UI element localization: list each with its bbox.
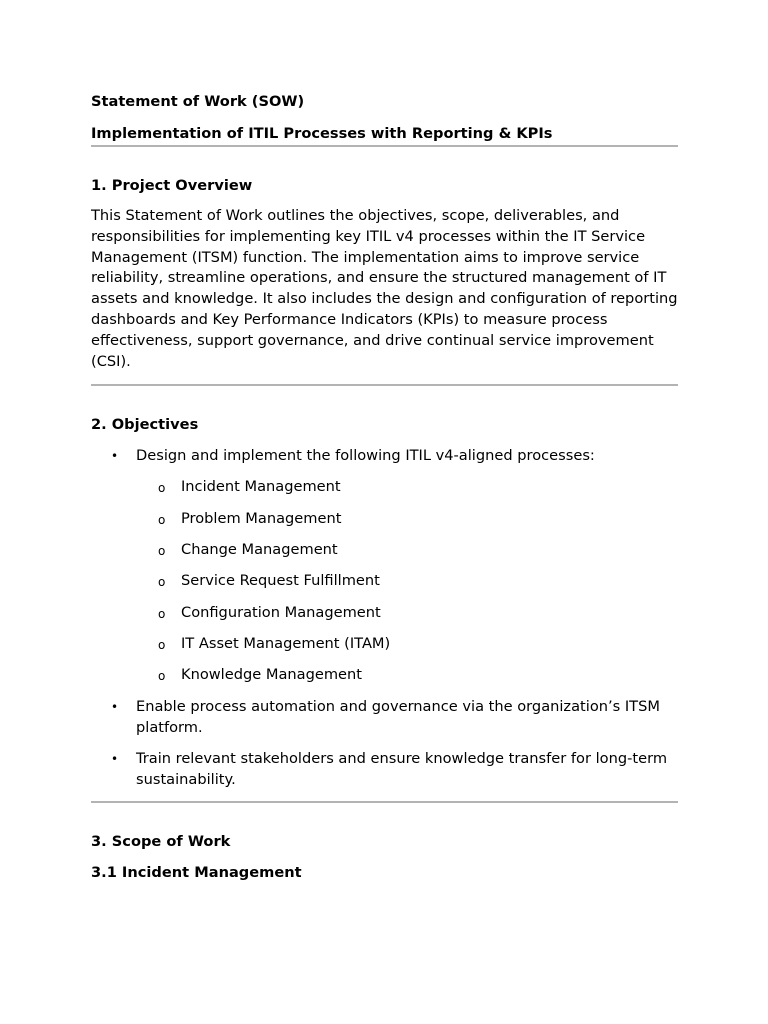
- divider: [91, 145, 678, 147]
- process-name: Problem Management: [181, 510, 342, 527]
- process-name: Knowledge Management: [181, 666, 362, 683]
- process-name: Service Request Fulfillment: [181, 572, 380, 589]
- sub-bullet-icon: o: [158, 638, 166, 652]
- subsection-heading-incident: 3.1 Incident Management: [91, 864, 302, 881]
- overview-paragraph: This Statement of Work outlines the objectives, scope, deliverables, and responsibilities for implementing key ITIL v4 processes within the IT Service Management (ITSM) function. The implementation aims to improve service reliability, streamline operations, and ensure the structured management of IT assets and knowledge. It also includes the design and configuration of reporting dashboards and Key Performance Indicators (KPIs) to measure process effectiveness, support governance, and drive continual service improvement (CSI).: [91, 207, 678, 370]
- sub-bullet-icon: o: [158, 669, 166, 683]
- objective-text: Design and implement the following ITIL v4-aligned processes:: [136, 447, 595, 464]
- document-title: Statement of Work (SOW): [91, 93, 305, 110]
- bullet-icon: •: [111, 449, 119, 463]
- sub-bullet-icon: o: [158, 607, 166, 621]
- process-name: IT Asset Management (ITAM): [181, 635, 391, 652]
- section-heading-overview: 1. Project Overview: [91, 177, 253, 194]
- process-name: Configuration Management: [181, 604, 381, 621]
- bullet-icon: •: [111, 700, 119, 714]
- divider: [91, 384, 678, 386]
- section-heading-objectives: 2. Objectives: [91, 416, 199, 433]
- objective-text: Enable process automation and governance via the organization’s ITSM platform.: [136, 698, 660, 736]
- objective-text: Train relevant stakeholders and ensure knowledge transfer for long-term sustainability.: [136, 750, 668, 788]
- divider: [91, 801, 678, 803]
- bullet-icon: •: [111, 752, 119, 766]
- sub-bullet-icon: o: [158, 544, 166, 558]
- sub-bullet-icon: o: [158, 575, 166, 589]
- process-name: Incident Management: [181, 478, 341, 495]
- document-subtitle: Implementation of ITIL Processes with Reporting & KPIs: [91, 125, 553, 142]
- sub-bullet-icon: o: [158, 481, 166, 495]
- section-heading-scope: 3. Scope of Work: [91, 833, 231, 850]
- process-name: Change Management: [181, 541, 338, 558]
- sub-bullet-icon: o: [158, 513, 166, 527]
